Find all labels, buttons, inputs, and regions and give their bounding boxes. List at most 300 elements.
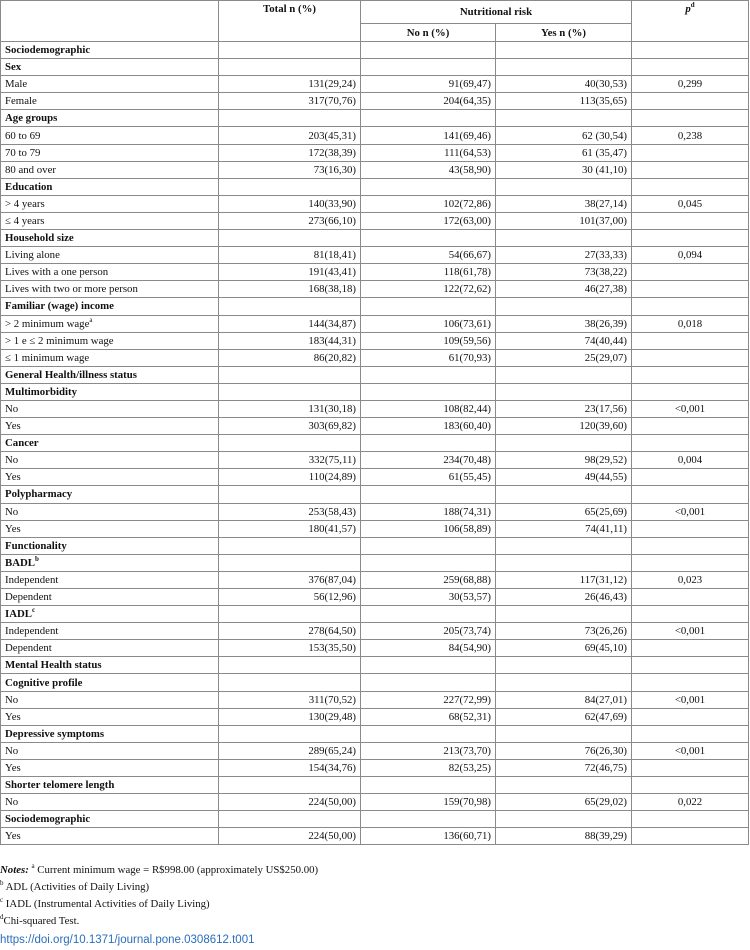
table-row bbox=[1, 503, 749, 520]
table-row bbox=[1, 195, 749, 212]
cell-yes: 72(46,75) bbox=[496, 759, 632, 776]
row-label-text: Cancer bbox=[5, 437, 39, 450]
note-b-sup: b bbox=[0, 879, 4, 887]
cell-yes: 73(38,22) bbox=[496, 264, 632, 281]
cell-yes: 61 (35,47) bbox=[496, 144, 632, 161]
note-a-text: Current minimum wage = R$998.00 (approximately US$250.00) bbox=[34, 864, 319, 876]
cell-yes bbox=[496, 178, 632, 195]
cell-no: 188(74,31) bbox=[361, 503, 496, 520]
cell-total: 168(38,18) bbox=[219, 281, 361, 298]
cell-total bbox=[219, 42, 361, 59]
table-row bbox=[1, 640, 749, 657]
cell-total bbox=[219, 537, 361, 554]
cell-yes: 46(27,38) bbox=[496, 281, 632, 298]
row-label bbox=[1, 76, 219, 93]
cell-total: 317(70,76) bbox=[219, 93, 361, 110]
cell-yes: 38(27,14) bbox=[496, 195, 632, 212]
row-label bbox=[1, 759, 219, 776]
row-label-text: Cognitive profile bbox=[5, 676, 83, 689]
cell-no: 43(58,90) bbox=[361, 161, 496, 178]
cell-p bbox=[632, 640, 749, 657]
note-c bbox=[0, 896, 318, 913]
table-row bbox=[1, 452, 749, 469]
row-label-text: > 1 e ≤ 2 minimum wage bbox=[5, 334, 114, 347]
cell-p: 0,004 bbox=[632, 452, 749, 469]
cell-p bbox=[632, 383, 749, 400]
cell-no bbox=[361, 725, 496, 742]
row-label-text: Yes bbox=[5, 761, 21, 774]
note-b-text: ADL (Activities of Daily Living) bbox=[3, 881, 150, 893]
header-p bbox=[632, 1, 749, 42]
cell-p bbox=[632, 264, 749, 281]
note-a-sup: a bbox=[31, 862, 35, 870]
cell-p bbox=[632, 725, 749, 742]
note-c-text: IADL (Instrumental Activities of Daily Living) bbox=[3, 898, 210, 910]
cell-total bbox=[219, 674, 361, 691]
cell-p bbox=[632, 281, 749, 298]
cell-p: <0,001 bbox=[632, 623, 749, 640]
cell-total bbox=[219, 435, 361, 452]
cell-p bbox=[632, 93, 749, 110]
cell-p: 0,238 bbox=[632, 127, 749, 144]
cell-total: 311(70,52) bbox=[219, 691, 361, 708]
row-label-text: 70 to 79 bbox=[5, 146, 41, 159]
row-label bbox=[1, 691, 219, 708]
table-row bbox=[1, 520, 749, 537]
cell-p bbox=[632, 777, 749, 794]
cell-yes bbox=[496, 42, 632, 59]
cell-no: 109(59,56) bbox=[361, 332, 496, 349]
cell-total: 180(41,57) bbox=[219, 520, 361, 537]
cell-total bbox=[219, 230, 361, 247]
row-label-text: Independent bbox=[5, 573, 59, 586]
section-row bbox=[1, 366, 749, 383]
row-label bbox=[1, 777, 219, 794]
cell-total bbox=[219, 486, 361, 503]
cell-total: 56(12,96) bbox=[219, 589, 361, 606]
cell-total bbox=[219, 178, 361, 195]
cell-p: <0,001 bbox=[632, 742, 749, 759]
cell-no bbox=[361, 42, 496, 59]
cell-no: 61(55,45) bbox=[361, 469, 496, 486]
section-row bbox=[1, 537, 749, 554]
cell-yes bbox=[496, 657, 632, 674]
cell-no: 259(68,88) bbox=[361, 571, 496, 588]
cell-total: 140(33,90) bbox=[219, 195, 361, 212]
cell-yes: 23(17,56) bbox=[496, 400, 632, 417]
row-label bbox=[1, 42, 219, 59]
row-label bbox=[1, 178, 219, 195]
cell-yes: 30 (41,10) bbox=[496, 161, 632, 178]
cell-total: 203(45,31) bbox=[219, 127, 361, 144]
cell-p bbox=[632, 554, 749, 571]
note-b bbox=[0, 879, 318, 896]
cell-yes: 65(29,02) bbox=[496, 794, 632, 811]
row-label-text: Dependent bbox=[5, 591, 52, 604]
group-row bbox=[1, 383, 749, 400]
row-label-text: Education bbox=[5, 180, 53, 193]
row-label-text: Yes bbox=[5, 710, 21, 723]
cell-p bbox=[632, 178, 749, 195]
cell-no bbox=[361, 606, 496, 623]
row-label-text: Female bbox=[5, 95, 37, 108]
row-label bbox=[1, 366, 219, 383]
cell-yes: 26(46,43) bbox=[496, 589, 632, 606]
table-row bbox=[1, 212, 749, 229]
cell-total: 224(50,00) bbox=[219, 828, 361, 845]
group-row bbox=[1, 298, 749, 315]
note-c-sup: c bbox=[0, 896, 4, 904]
row-label-text: Lives with a one person bbox=[5, 266, 109, 279]
group-row bbox=[1, 59, 749, 76]
table-row bbox=[1, 571, 749, 588]
cell-no: 30(53,57) bbox=[361, 589, 496, 606]
row-label-text: Yes bbox=[5, 522, 21, 535]
cell-no: 141(69,46) bbox=[361, 127, 496, 144]
cell-yes: 65(25,69) bbox=[496, 503, 632, 520]
table-row bbox=[1, 264, 749, 281]
table-row bbox=[1, 144, 749, 161]
row-label bbox=[1, 418, 219, 435]
row-label-text: Depressive symptoms bbox=[5, 727, 105, 740]
table-row bbox=[1, 93, 749, 110]
cell-p bbox=[632, 606, 749, 623]
row-label-text: General Health/illness status bbox=[5, 368, 137, 381]
cell-p bbox=[632, 298, 749, 315]
cell-yes: 69(45,10) bbox=[496, 640, 632, 657]
row-label bbox=[1, 400, 219, 417]
row-label bbox=[1, 230, 219, 247]
cell-no bbox=[361, 486, 496, 503]
cell-no: 227(72,99) bbox=[361, 691, 496, 708]
row-label bbox=[1, 349, 219, 366]
cell-no bbox=[361, 777, 496, 794]
table-row bbox=[1, 623, 749, 640]
cell-p bbox=[632, 811, 749, 828]
cell-total: 86(20,82) bbox=[219, 349, 361, 366]
group-row bbox=[1, 178, 749, 195]
cell-total bbox=[219, 383, 361, 400]
row-label bbox=[1, 794, 219, 811]
cell-yes: 76(26,30) bbox=[496, 742, 632, 759]
row-label-text: Dependent bbox=[5, 642, 52, 655]
cell-total bbox=[219, 110, 361, 127]
row-label bbox=[1, 623, 219, 640]
cell-yes: 74(40,44) bbox=[496, 332, 632, 349]
cell-total bbox=[219, 606, 361, 623]
table-row bbox=[1, 161, 749, 178]
cell-total: 224(50,00) bbox=[219, 794, 361, 811]
row-label-text: Lives with two or more person bbox=[5, 283, 138, 296]
row-label-text: > 4 years bbox=[5, 197, 45, 210]
cell-no: 68(52,31) bbox=[361, 708, 496, 725]
group-row bbox=[1, 674, 749, 691]
row-label-text: Sex bbox=[5, 61, 22, 74]
table-body bbox=[1, 42, 749, 845]
row-label-text: Yes bbox=[5, 420, 21, 433]
cell-total bbox=[219, 366, 361, 383]
row-label-text: Functionality bbox=[5, 539, 67, 552]
cell-p: 0,023 bbox=[632, 571, 749, 588]
cell-yes bbox=[496, 725, 632, 742]
cell-p bbox=[632, 708, 749, 725]
row-label bbox=[1, 110, 219, 127]
cell-no: 102(72,86) bbox=[361, 195, 496, 212]
cell-no: 84(54,90) bbox=[361, 640, 496, 657]
row-label bbox=[1, 640, 219, 657]
cell-no: 136(60,71) bbox=[361, 828, 496, 845]
table-notes bbox=[0, 862, 318, 930]
cell-yes: 25(29,07) bbox=[496, 349, 632, 366]
cell-yes bbox=[496, 366, 632, 383]
row-label bbox=[1, 315, 219, 332]
table-row bbox=[1, 76, 749, 93]
cell-total: 81(18,41) bbox=[219, 247, 361, 264]
cell-total bbox=[219, 657, 361, 674]
cell-yes: 120(39,60) bbox=[496, 418, 632, 435]
row-label bbox=[1, 708, 219, 725]
cell-no: 183(60,40) bbox=[361, 418, 496, 435]
row-label bbox=[1, 537, 219, 554]
table-row bbox=[1, 742, 749, 759]
cell-yes bbox=[496, 606, 632, 623]
cell-p: 0,018 bbox=[632, 315, 749, 332]
table-row bbox=[1, 332, 749, 349]
note-d-sup: d bbox=[0, 913, 4, 921]
row-label-sup: c bbox=[32, 606, 36, 615]
table-row bbox=[1, 281, 749, 298]
cell-p bbox=[632, 230, 749, 247]
cell-p bbox=[632, 657, 749, 674]
group-row bbox=[1, 777, 749, 794]
cell-total bbox=[219, 811, 361, 828]
cell-total: 110(24,89) bbox=[219, 469, 361, 486]
cell-yes bbox=[496, 230, 632, 247]
row-label bbox=[1, 742, 219, 759]
header-p-sup: d bbox=[690, 1, 695, 9]
cell-total: 172(38,39) bbox=[219, 144, 361, 161]
cell-p bbox=[632, 520, 749, 537]
cell-total bbox=[219, 554, 361, 571]
cell-p bbox=[632, 435, 749, 452]
row-label bbox=[1, 247, 219, 264]
cell-total: 273(66,10) bbox=[219, 212, 361, 229]
cell-yes bbox=[496, 435, 632, 452]
cell-no: 204(64,35) bbox=[361, 93, 496, 110]
table-row bbox=[1, 759, 749, 776]
table-row bbox=[1, 828, 749, 845]
cell-no: 122(72,62) bbox=[361, 281, 496, 298]
cell-no: 108(82,44) bbox=[361, 400, 496, 417]
header-p-label: p bbox=[685, 3, 691, 15]
cell-total: 332(75,11) bbox=[219, 452, 361, 469]
cell-p bbox=[632, 59, 749, 76]
cell-no bbox=[361, 537, 496, 554]
cell-yes bbox=[496, 537, 632, 554]
cell-yes: 84(27,01) bbox=[496, 691, 632, 708]
row-label-sup: b bbox=[35, 554, 39, 563]
row-label-text: No bbox=[5, 403, 19, 416]
row-label bbox=[1, 93, 219, 110]
table-row bbox=[1, 691, 749, 708]
cell-p bbox=[632, 161, 749, 178]
cell-yes: 88(39,29) bbox=[496, 828, 632, 845]
row-label-text: 60 to 69 bbox=[5, 129, 41, 142]
cell-total: 183(44,31) bbox=[219, 332, 361, 349]
cell-no: 118(61,78) bbox=[361, 264, 496, 281]
group-row bbox=[1, 725, 749, 742]
table-row bbox=[1, 400, 749, 417]
cell-no: 106(73,61) bbox=[361, 315, 496, 332]
cell-yes bbox=[496, 59, 632, 76]
cell-p bbox=[632, 674, 749, 691]
table-row bbox=[1, 247, 749, 264]
cell-total: 131(30,18) bbox=[219, 400, 361, 417]
row-label bbox=[1, 811, 219, 828]
row-label-text: Sociodemographic bbox=[5, 813, 91, 826]
row-label-text: Household size bbox=[5, 232, 74, 245]
cell-p: 0,299 bbox=[632, 76, 749, 93]
cell-no bbox=[361, 178, 496, 195]
cell-yes: 27(33,33) bbox=[496, 247, 632, 264]
cell-p: <0,001 bbox=[632, 503, 749, 520]
row-label bbox=[1, 828, 219, 845]
cell-p bbox=[632, 589, 749, 606]
cell-p bbox=[632, 418, 749, 435]
row-label-text: IADL bbox=[5, 608, 32, 621]
cell-total: 278(64,50) bbox=[219, 623, 361, 640]
row-label bbox=[1, 161, 219, 178]
cell-yes: 62 (30,54) bbox=[496, 127, 632, 144]
table-row bbox=[1, 708, 749, 725]
row-label-text: Living alone bbox=[5, 249, 60, 262]
cell-p bbox=[632, 469, 749, 486]
cell-no: 54(66,67) bbox=[361, 247, 496, 264]
row-label bbox=[1, 212, 219, 229]
row-label bbox=[1, 503, 219, 520]
cell-yes: 74(41,11) bbox=[496, 520, 632, 537]
cell-yes bbox=[496, 298, 632, 315]
row-label bbox=[1, 725, 219, 742]
row-label bbox=[1, 435, 219, 452]
row-label-text: No bbox=[5, 454, 19, 467]
row-label-text: > 2 minimum wage bbox=[5, 317, 90, 330]
doi-link[interactable]: https://doi.org/10.1371/journal.pone.0308612.t001 bbox=[0, 934, 255, 946]
row-label-text: Shorter telomere length bbox=[5, 779, 115, 792]
cell-yes: 101(37,00) bbox=[496, 212, 632, 229]
cell-total: 303(69,82) bbox=[219, 418, 361, 435]
cell-no bbox=[361, 435, 496, 452]
cell-p bbox=[632, 110, 749, 127]
cell-yes: 38(26,39) bbox=[496, 315, 632, 332]
cell-total bbox=[219, 725, 361, 742]
row-label-text: 80 and over bbox=[5, 163, 56, 176]
cell-yes: 49(44,55) bbox=[496, 469, 632, 486]
cell-total bbox=[219, 298, 361, 315]
table-row bbox=[1, 418, 749, 435]
group-row bbox=[1, 554, 749, 571]
cell-no bbox=[361, 383, 496, 400]
row-label bbox=[1, 281, 219, 298]
row-label bbox=[1, 554, 219, 571]
cell-total bbox=[219, 777, 361, 794]
group-row bbox=[1, 230, 749, 247]
cell-no: 106(58,89) bbox=[361, 520, 496, 537]
cell-no bbox=[361, 554, 496, 571]
row-label bbox=[1, 520, 219, 537]
row-label bbox=[1, 589, 219, 606]
row-label bbox=[1, 571, 219, 588]
cell-no: 213(73,70) bbox=[361, 742, 496, 759]
row-label bbox=[1, 486, 219, 503]
cell-total: 154(34,76) bbox=[219, 759, 361, 776]
cell-yes bbox=[496, 674, 632, 691]
cell-no: 159(70,98) bbox=[361, 794, 496, 811]
section-row bbox=[1, 42, 749, 59]
row-label-text: Independent bbox=[5, 625, 59, 638]
cell-no bbox=[361, 657, 496, 674]
row-label bbox=[1, 469, 219, 486]
cell-total: 131(29,24) bbox=[219, 76, 361, 93]
cell-p: 0,022 bbox=[632, 794, 749, 811]
cell-p: <0,001 bbox=[632, 691, 749, 708]
group-row bbox=[1, 435, 749, 452]
section-row bbox=[1, 657, 749, 674]
row-label-text: No bbox=[5, 505, 19, 518]
cell-no bbox=[361, 366, 496, 383]
cell-no: 61(70,93) bbox=[361, 349, 496, 366]
cell-p: 0,045 bbox=[632, 195, 749, 212]
cell-no bbox=[361, 59, 496, 76]
cell-total: 130(29,48) bbox=[219, 708, 361, 725]
table-row bbox=[1, 127, 749, 144]
cell-total: 376(87,04) bbox=[219, 571, 361, 588]
header-blank bbox=[1, 1, 219, 42]
cell-no bbox=[361, 230, 496, 247]
cell-total: 153(35,50) bbox=[219, 640, 361, 657]
row-label-text: Familiar (wage) income bbox=[5, 300, 114, 313]
cell-yes: 62(47,69) bbox=[496, 708, 632, 725]
notes-lead: Notes: bbox=[0, 864, 29, 876]
cell-yes bbox=[496, 554, 632, 571]
cell-total: 191(43,41) bbox=[219, 264, 361, 281]
row-label bbox=[1, 606, 219, 623]
cell-p bbox=[632, 759, 749, 776]
header-yes: Yes n (%) bbox=[496, 24, 632, 42]
header-no: No n (%) bbox=[361, 24, 496, 42]
cell-no: 82(53,25) bbox=[361, 759, 496, 776]
note-a bbox=[0, 862, 318, 879]
cell-yes bbox=[496, 811, 632, 828]
cell-p bbox=[632, 486, 749, 503]
row-label-text: Sociodemographic bbox=[5, 44, 91, 57]
row-label-text: Age groups bbox=[5, 112, 58, 125]
row-label-text: ≤ 4 years bbox=[5, 214, 45, 227]
cell-total: 73(16,30) bbox=[219, 161, 361, 178]
cell-no: 111(64,53) bbox=[361, 144, 496, 161]
cell-p: 0,094 bbox=[632, 247, 749, 264]
row-label bbox=[1, 674, 219, 691]
cell-total bbox=[219, 59, 361, 76]
cell-no: 172(63,00) bbox=[361, 212, 496, 229]
row-label-text: Yes bbox=[5, 471, 21, 484]
cell-p bbox=[632, 537, 749, 554]
cell-no: 234(70,48) bbox=[361, 452, 496, 469]
cell-yes: 73(26,26) bbox=[496, 623, 632, 640]
cell-yes bbox=[496, 777, 632, 794]
table-row bbox=[1, 315, 749, 332]
cell-p bbox=[632, 42, 749, 59]
